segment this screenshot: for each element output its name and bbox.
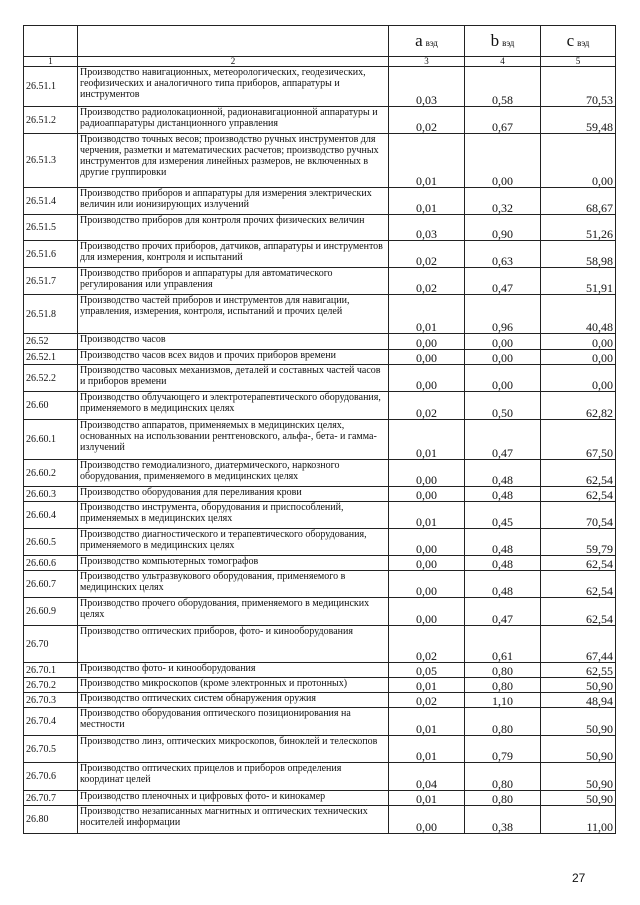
- row-name: Производство частей приборов и инструментов для навигации, управления, измерения, контроля, испытаний и прочих целей: [78, 295, 389, 334]
- row-a-value: 0,03: [389, 67, 465, 107]
- table-row: [24, 487, 616, 502]
- table-row: [24, 134, 616, 188]
- row-b-value: 0,61: [465, 626, 541, 663]
- table-row: [24, 663, 616, 678]
- row-c-value: 40,48: [541, 295, 616, 334]
- row-name: Производство прочего оборудования, применяемого в медицинских целях: [78, 598, 389, 626]
- table-body: [24, 67, 616, 834]
- row-b-value: 0,80: [465, 708, 541, 736]
- row-code: 26.70.4: [24, 708, 78, 736]
- table-row: [24, 556, 616, 571]
- row-b-value: 0,00: [465, 134, 541, 188]
- row-c-value: 0,00: [541, 334, 616, 350]
- row-code: 26.51.8: [24, 295, 78, 334]
- header-name-cell: [78, 26, 389, 57]
- row-c-value: 11,00: [541, 806, 616, 834]
- row-name: Производство диагностического и терапевтического оборудования, применяемого в медицинских целях: [78, 529, 389, 556]
- row-a-value: 0,02: [389, 268, 465, 295]
- table-row: [24, 598, 616, 626]
- table-row: [24, 529, 616, 556]
- row-name: Производство оптических прицелов и приборов определения координат целей: [78, 763, 389, 791]
- table-row: [24, 268, 616, 295]
- row-code: 26.70.6: [24, 763, 78, 791]
- table-row: [24, 334, 616, 350]
- row-a-value: 0,00: [389, 529, 465, 556]
- row-c-value: 48,94: [541, 693, 616, 708]
- row-code: 26.60.7: [24, 571, 78, 598]
- column-number-row: [24, 57, 616, 67]
- row-name: Производство часов: [78, 334, 389, 350]
- row-a-value: 0,00: [389, 556, 465, 571]
- row-a-value: 0,01: [389, 420, 465, 460]
- row-name: Производство фото- и кинооборудования: [78, 663, 389, 678]
- table-row: [24, 791, 616, 806]
- header-row: [24, 26, 616, 57]
- row-a-value: 0,01: [389, 134, 465, 188]
- column-number: 3: [389, 57, 465, 67]
- row-b-value: 0,47: [465, 420, 541, 460]
- row-b-value: 0,79: [465, 736, 541, 763]
- row-name: Производство компьютерных томографов: [78, 556, 389, 571]
- row-name: Производство инструмента, оборудования и приспособлений, применяемых в медицинских целях: [78, 502, 389, 529]
- row-name: Производство аппаратов, применяемых в медицинских целях, основанных на использовании рентгеновского, альфа-, бета- и гамма-излучений: [78, 420, 389, 460]
- row-code: 26.60.4: [24, 502, 78, 529]
- row-name: Производство оптических приборов, фото- и кинооборудования: [78, 626, 389, 663]
- row-c-value: 50,90: [541, 791, 616, 806]
- row-a-value: 0,02: [389, 693, 465, 708]
- row-a-value: 0,00: [389, 598, 465, 626]
- row-b-value: 0,48: [465, 529, 541, 556]
- row-a-value: 0,02: [389, 241, 465, 268]
- header-code-cell: [24, 26, 78, 57]
- row-a-value: 0,03: [389, 215, 465, 241]
- row-c-value: 70,53: [541, 67, 616, 107]
- table-row: [24, 107, 616, 134]
- row-name: Производство часов всех видов и прочих приборов времени: [78, 350, 389, 365]
- row-code: 26.51.4: [24, 188, 78, 215]
- table-row: [24, 188, 616, 215]
- row-c-value: 59,79: [541, 529, 616, 556]
- row-a-value: 0,00: [389, 487, 465, 502]
- row-name: Производство микроскопов (кроме электронных и протонных): [78, 678, 389, 693]
- row-name: Производство оборудования оптического позиционирования на местности: [78, 708, 389, 736]
- header-a: a вэд: [389, 26, 465, 57]
- row-name: Производство приборов для контроля прочих физических величин: [78, 215, 389, 241]
- row-c-value: 62,54: [541, 487, 616, 502]
- row-code: 26.80: [24, 806, 78, 834]
- row-c-value: 51,26: [541, 215, 616, 241]
- table-row: [24, 67, 616, 107]
- row-name: Производство незаписанных магнитных и оптических технических носителей информации: [78, 806, 389, 834]
- table-row: [24, 806, 616, 834]
- table-row: [24, 460, 616, 487]
- row-b-value: 0,48: [465, 556, 541, 571]
- row-b-value: 0,00: [465, 334, 541, 350]
- header-c: c вэд: [541, 26, 616, 57]
- row-b-value: 0,50: [465, 392, 541, 420]
- row-c-value: 58,98: [541, 241, 616, 268]
- row-name: Производство часовых механизмов, деталей и составных частей часов и приборов времени: [78, 365, 389, 392]
- coefficients-table: [23, 25, 616, 834]
- row-c-value: 50,90: [541, 678, 616, 693]
- row-a-value: 0,01: [389, 736, 465, 763]
- row-c-value: 51,91: [541, 268, 616, 295]
- table-row: [24, 571, 616, 598]
- column-number: 4: [465, 57, 541, 67]
- column-number: 5: [541, 57, 616, 67]
- row-code: 26.60.3: [24, 487, 78, 502]
- row-b-value: 0,48: [465, 571, 541, 598]
- table-row: [24, 241, 616, 268]
- row-name: Производство гемодиализного, диатермического, наркозного оборудования, применяемого в медицинских целях: [78, 460, 389, 487]
- row-b-value: 0,96: [465, 295, 541, 334]
- row-code: 26.70.5: [24, 736, 78, 763]
- row-code: 26.52: [24, 334, 78, 350]
- table-row: [24, 350, 616, 365]
- row-name: Производство прочих приборов, датчиков, аппаратуры и инструментов для измерения, контроля и испытаний: [78, 241, 389, 268]
- row-name: Производство приборов и аппаратуры для автоматического регулирования или управления: [78, 268, 389, 295]
- row-a-value: 0,01: [389, 188, 465, 215]
- row-c-value: 0,00: [541, 350, 616, 365]
- row-c-value: 50,90: [541, 763, 616, 791]
- row-b-value: 0,80: [465, 791, 541, 806]
- row-a-value: 0,02: [389, 626, 465, 663]
- row-c-value: 62,54: [541, 460, 616, 487]
- row-code: 26.51.2: [24, 107, 78, 134]
- row-c-value: 50,90: [541, 736, 616, 763]
- table-row: [24, 502, 616, 529]
- row-code: 26.51.1: [24, 67, 78, 107]
- row-a-value: 0,00: [389, 571, 465, 598]
- row-b-value: 0,48: [465, 460, 541, 487]
- row-c-value: 62,54: [541, 556, 616, 571]
- table-row: [24, 736, 616, 763]
- table-row: [24, 708, 616, 736]
- row-c-value: 67,44: [541, 626, 616, 663]
- row-a-value: 0,01: [389, 678, 465, 693]
- table-row: [24, 763, 616, 791]
- table-row: [24, 215, 616, 241]
- column-number: 1: [24, 57, 78, 67]
- row-c-value: 67,50: [541, 420, 616, 460]
- row-a-value: 0,01: [389, 708, 465, 736]
- row-a-value: 0,01: [389, 502, 465, 529]
- row-code: 26.70.2: [24, 678, 78, 693]
- row-c-value: 62,54: [541, 598, 616, 626]
- row-a-value: 0,02: [389, 392, 465, 420]
- table-row: [24, 693, 616, 708]
- row-name: Производство линз, оптических микроскопов, биноклей и телескопов: [78, 736, 389, 763]
- row-code: 26.51.7: [24, 268, 78, 295]
- row-a-value: 0,00: [389, 460, 465, 487]
- row-b-value: 1,10: [465, 693, 541, 708]
- row-b-value: 0,80: [465, 663, 541, 678]
- row-code: 26.51.6: [24, 241, 78, 268]
- row-name: Производство оптических систем обнаружения оружия: [78, 693, 389, 708]
- table-row: [24, 392, 616, 420]
- row-name: Производство оборудования для переливания крови: [78, 487, 389, 502]
- table-row: [24, 365, 616, 392]
- row-code: 26.52.1: [24, 350, 78, 365]
- row-a-value: 0,00: [389, 334, 465, 350]
- row-b-value: 0,90: [465, 215, 541, 241]
- row-b-value: 0,45: [465, 502, 541, 529]
- row-b-value: 0,47: [465, 598, 541, 626]
- row-c-value: 62,82: [541, 392, 616, 420]
- column-number: 2: [78, 57, 389, 67]
- row-code: 26.51.3: [24, 134, 78, 188]
- row-c-value: 62,55: [541, 663, 616, 678]
- row-b-value: 0,00: [465, 365, 541, 392]
- row-code: 26.60.5: [24, 529, 78, 556]
- row-code: 26.70: [24, 626, 78, 663]
- row-code: 26.60.2: [24, 460, 78, 487]
- row-c-value: 59,48: [541, 107, 616, 134]
- row-a-value: 0,05: [389, 663, 465, 678]
- row-c-value: 62,54: [541, 571, 616, 598]
- row-name: Производство точных весов; производство ручных инструментов для черчения, разметки и математических расчетов; производство ручных инструментов для измерения линейных размеров, не включенных в другие группировки: [78, 134, 389, 188]
- row-c-value: 0,00: [541, 365, 616, 392]
- row-name: Производство облучающего и электротерапевтического оборудования, применяемого в медицинских целях: [78, 392, 389, 420]
- row-name: Производство пленочных и цифровых фото- и кинокамер: [78, 791, 389, 806]
- row-code: 26.60.6: [24, 556, 78, 571]
- row-code: 26.70.7: [24, 791, 78, 806]
- row-b-value: 0,80: [465, 678, 541, 693]
- table-row: [24, 626, 616, 663]
- row-a-value: 0,00: [389, 806, 465, 834]
- row-c-value: 50,90: [541, 708, 616, 736]
- row-code: 26.70.1: [24, 663, 78, 678]
- row-a-value: 0,01: [389, 295, 465, 334]
- row-code: 26.60.1: [24, 420, 78, 460]
- row-a-value: 0,01: [389, 791, 465, 806]
- row-a-value: 0,02: [389, 107, 465, 134]
- row-a-value: 0,00: [389, 350, 465, 365]
- table-row: [24, 420, 616, 460]
- row-name: Производство радиолокационной, радионавигационной аппаратуры и радиоаппаратуры дистанционного управления: [78, 107, 389, 134]
- row-b-value: 0,58: [465, 67, 541, 107]
- row-b-value: 0,48: [465, 487, 541, 502]
- row-b-value: 0,32: [465, 188, 541, 215]
- header-b: b вэд: [465, 26, 541, 57]
- row-code: 26.60: [24, 392, 78, 420]
- row-name: Производство приборов и аппаратуры для измерения электрических величин или ионизирующих излучений: [78, 188, 389, 215]
- row-code: 26.51.5: [24, 215, 78, 241]
- table-row: [24, 295, 616, 334]
- row-b-value: 0,80: [465, 763, 541, 791]
- row-b-value: 0,47: [465, 268, 541, 295]
- row-code: 26.60.9: [24, 598, 78, 626]
- row-name: Производство навигационных, метеорологических, геодезических, геофизических и аналогичного типа приборов, аппаратуры и инструментов: [78, 67, 389, 107]
- table-row: [24, 678, 616, 693]
- row-code: 26.52.2: [24, 365, 78, 392]
- row-a-value: 0,04: [389, 763, 465, 791]
- row-b-value: 0,67: [465, 107, 541, 134]
- row-b-value: 0,63: [465, 241, 541, 268]
- row-b-value: 0,00: [465, 350, 541, 365]
- row-c-value: 0,00: [541, 134, 616, 188]
- page-number: 27: [572, 871, 586, 885]
- row-c-value: 70,54: [541, 502, 616, 529]
- row-b-value: 0,38: [465, 806, 541, 834]
- row-name: Производство ультразвукового оборудования, применяемого в медицинских целях: [78, 571, 389, 598]
- row-code: 26.70.3: [24, 693, 78, 708]
- row-c-value: 68,67: [541, 188, 616, 215]
- row-a-value: 0,00: [389, 365, 465, 392]
